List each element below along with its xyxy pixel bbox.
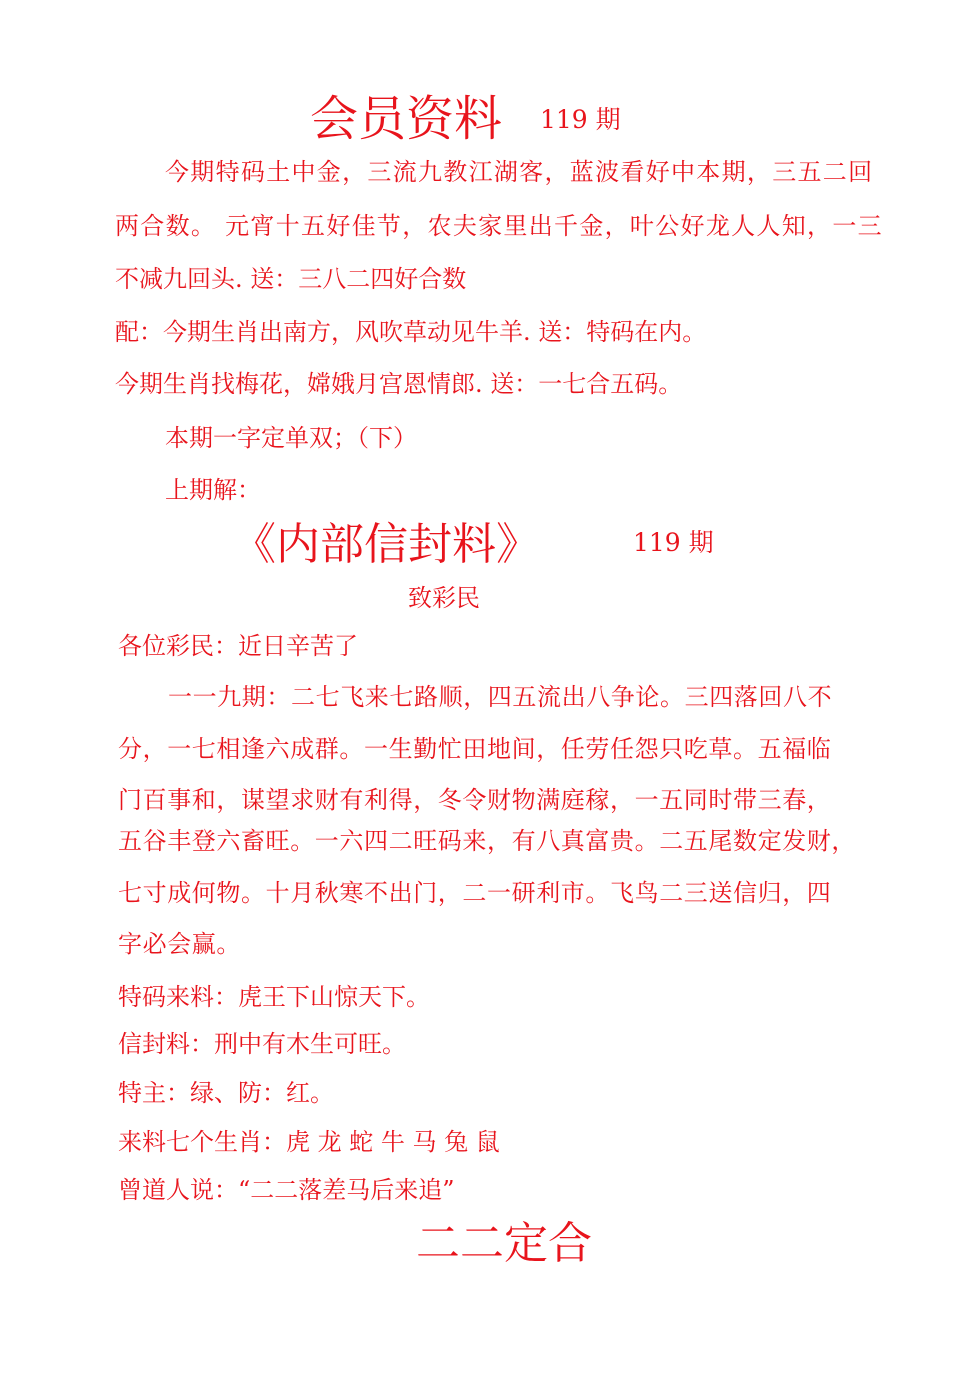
greeting: 各位彩民：近日辛苦了 [118,632,358,660]
body-line-6: 字必会赢。 [118,930,241,958]
special-line-1: 特码来料：虎王下山惊天下。 [118,983,430,1011]
special-line-4: 来料七个生肖：虎 龙 蛇 牛 马 兔 鼠 [118,1128,500,1156]
page-title: 会员资料 [310,91,503,147]
special-line-2: 信封料：刑中有木生可旺。 [118,1030,406,1058]
member-line-4: 配：今期生肖出南方，风吹草动见牛羊. 送：特码在内。 [115,318,707,346]
special-line-3: 特主：绿、防：红。 [118,1079,334,1107]
member-line-2: 两合数。 元宵十五好佳节，农夫家里出千金，叶公好龙人人知，一三 [115,212,883,240]
member-line-6: 本期一字定单双；（下） [165,424,417,452]
envelope-title: 《内部信封料》 [232,519,540,570]
special-line-5: 曾道人说：“二二落差马后来追” [118,1176,455,1204]
body-line-3: 门百事和，谋望求财有利得，冬令财物满庭稼，一五同时带三春， [118,786,832,814]
body-line-4: 五谷丰登六畜旺。一六四二旺码来，有八真富贵。二五尾数定发财， [118,827,856,855]
period-label: 119 期 [540,105,621,134]
member-line-1: 今期特码土中金，三流九教江湖客，蓝波看好中本期，三五二回 [165,158,874,186]
member-line-7: 上期解： [165,476,261,504]
body-line-5: 七寸成何物。十月秋寒不出门，二一研利市。飞鸟二三送信归，四 [118,879,832,907]
envelope-period-label: 119 期 [633,528,714,557]
member-line-3: 不减九回头. 送：三八二四好合数 [115,265,467,293]
member-line-5: 今期生肖找梅花，嫦娥月宫恩情郎. 送：一七合五码。 [115,370,683,398]
envelope-subtitle: 致彩民 [408,584,480,612]
body-line-2: 分，一七相逢六成群。一生勤忙田地间，任劳任怨只吃草。五福临 [118,735,832,763]
body-line-1: 一一九期：二七飞来七路顺，四五流出八争论。三四落回八不 [168,683,833,711]
final-verdict: 二二定合 [416,1218,592,1269]
